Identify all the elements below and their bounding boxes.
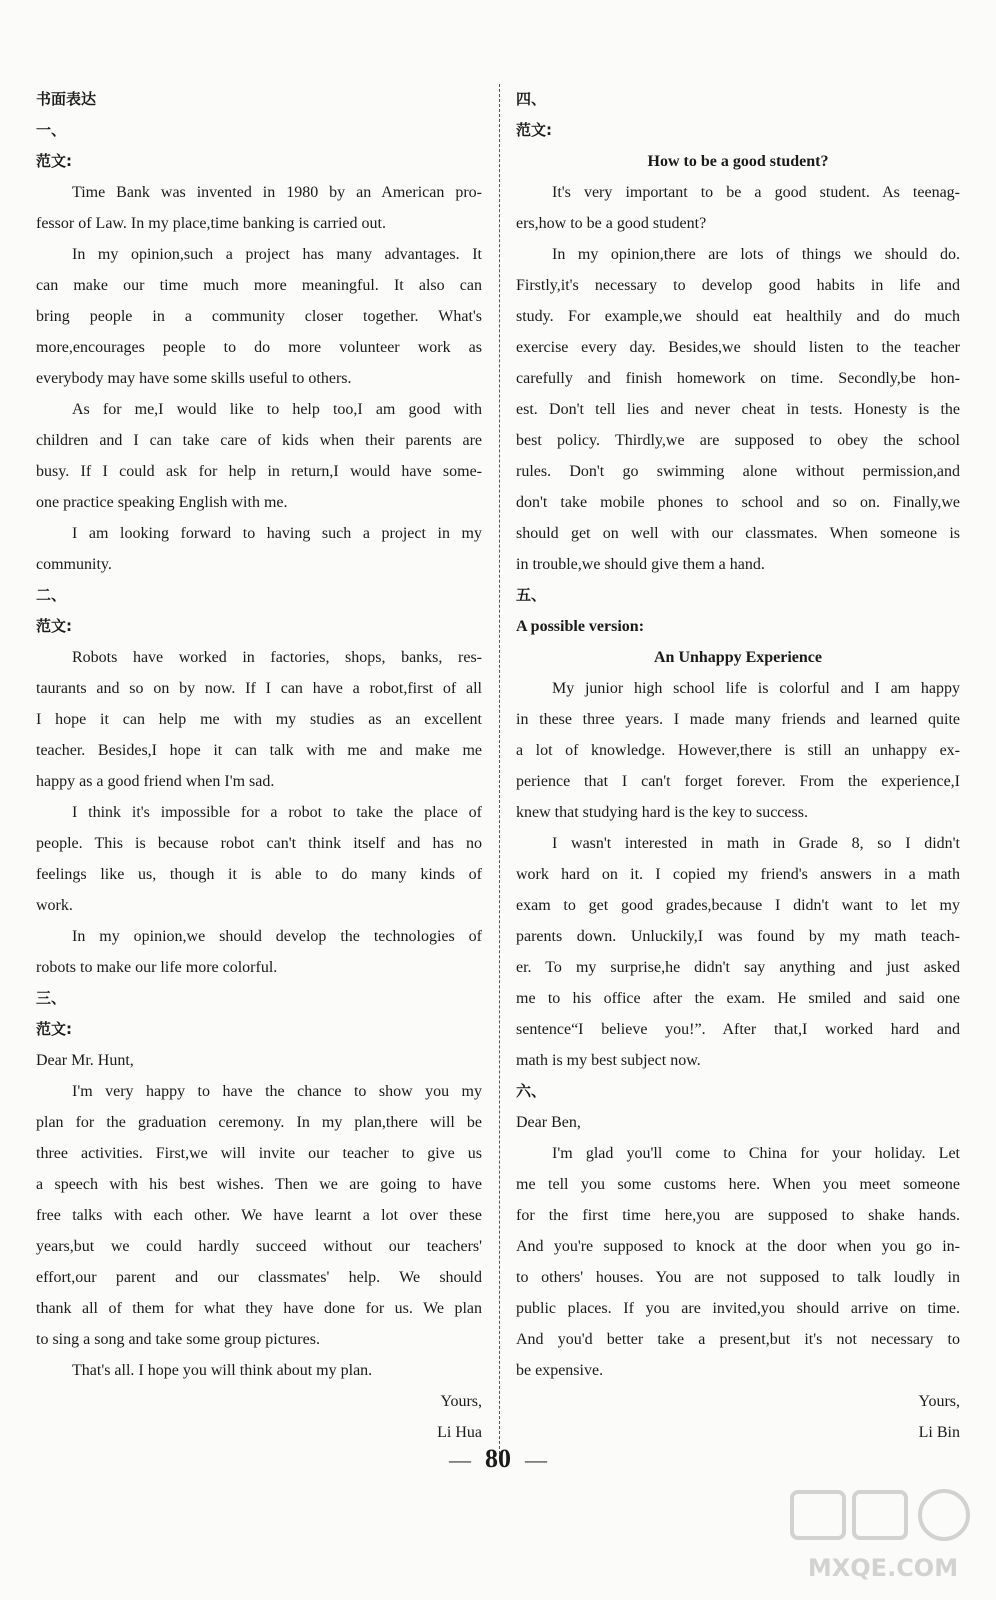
left-column bbox=[36, 84, 482, 1448]
left-text-line: That's all. I hope you will think about my plan. bbox=[72, 1362, 373, 1379]
left-text-line: can make our time much more meaningful. It also can bbox=[36, 277, 482, 294]
left-text-line: Li Hua bbox=[437, 1424, 482, 1441]
right-text-line: In my opinion,there are lots of things we should do. bbox=[552, 246, 960, 263]
right-text-line: parents down. Unluckily,I was found by my math teach- bbox=[516, 928, 960, 945]
right-text-line: math is my best subject now. bbox=[516, 1052, 701, 1069]
right-text-line: rules. Don't go swimming alone without permission,and bbox=[516, 463, 960, 480]
right-text-line: to others' houses. You are not supposed to talk loudly in bbox=[516, 1269, 960, 1286]
right-text-line: est. Don't tell lies and never cheat in tests. Honesty is the bbox=[516, 401, 960, 418]
page-number-dash-left: — bbox=[449, 1447, 471, 1472]
right-text-line: An Unhappy Experience bbox=[653, 649, 823, 666]
right-text-line: Firstly,it's necessary to develop good habits in life and bbox=[516, 277, 960, 294]
left-text-line: 范文: bbox=[36, 152, 72, 170]
left-text-line: everybody may have some skills useful to others. bbox=[36, 370, 352, 387]
right-text-line: best policy. Thirdly,we are supposed to obey the school bbox=[516, 432, 960, 449]
column-divider bbox=[499, 84, 500, 1454]
left-text-line: people. This is because robot can't think itself and has no bbox=[36, 835, 482, 852]
left-text-line: Robots have worked in factories, shops, banks, res- bbox=[72, 649, 482, 666]
right-text-line: a lot of knowledge. However,there is still an unhappy ex- bbox=[516, 742, 960, 759]
right-text-line: don't take mobile phones to school and so on. Finally,we bbox=[516, 494, 960, 511]
left-text-line: plan for the graduation ceremony. In my plan,there will be bbox=[36, 1114, 482, 1131]
right-text-line: be expensive. bbox=[516, 1362, 604, 1379]
right-text-line: sentence“I believe you!”. After that,I worked hard and bbox=[516, 1021, 960, 1038]
right-text-line: 六、 bbox=[516, 1082, 547, 1100]
left-text-line: I'm very happy to have the chance to show you my bbox=[72, 1083, 482, 1100]
right-text-line: Li Bin bbox=[918, 1424, 960, 1441]
right-text-line: I wasn't interested in math in Grade 8, so I didn't bbox=[552, 835, 960, 852]
right-text-line: ers,how to be a good student? bbox=[516, 215, 707, 232]
page-number-value: 80 bbox=[485, 1444, 511, 1473]
left-text-line: to sing a song and take some group pictures. bbox=[36, 1331, 320, 1348]
left-text-line: Yours, bbox=[440, 1393, 482, 1410]
right-text-line: A possible version: bbox=[516, 618, 645, 635]
left-text-line: busy. If I could ask for help in return,I would have some- bbox=[36, 463, 482, 480]
left-text-line: 一、 bbox=[36, 121, 67, 139]
left-text-line: 范文: bbox=[36, 617, 72, 635]
left-text-line: In my opinion,such a project has many advantages. It bbox=[72, 246, 482, 263]
left-text-line: feelings like us, though it is able to do many kinds of bbox=[36, 866, 482, 883]
right-text-line: in these three years. I made many friends and learned quite bbox=[516, 711, 960, 728]
left-text-line: fessor of Law. In my place,time banking is carried out. bbox=[36, 215, 386, 232]
right-text-line: me to his office after the exam. He smiled and said one bbox=[516, 990, 960, 1007]
right-text-line: exercise every day. Besides,we should listen to the teacher bbox=[516, 339, 960, 356]
right-text-line: And you'd better take a present,but it's not necessary to bbox=[516, 1331, 960, 1348]
right-text-line: me tell you some customs here. When you meet someone bbox=[516, 1176, 960, 1193]
left-text-line: 三、 bbox=[36, 989, 67, 1007]
watermark-icon bbox=[788, 1486, 978, 1586]
left-text-line: I am looking forward to having such a project in my bbox=[72, 525, 482, 542]
right-text-line: public places. If you are invited,you should arrive on time. bbox=[516, 1300, 960, 1317]
right-text-line: Dear Ben, bbox=[516, 1114, 581, 1131]
right-text-line: perience that I can't forget forever. From the experience,I bbox=[516, 773, 960, 790]
right-text-line: My junior high school life is colorful and I am happy bbox=[552, 680, 960, 697]
right-text-line: work hard on it. I copied my friend's answers in a math bbox=[516, 866, 960, 883]
left-text-line: children and I can take care of kids when their parents are bbox=[36, 432, 482, 449]
left-text-line: one practice speaking English with me. bbox=[36, 494, 288, 511]
left-text-line: thank all of them for what they have done for us. We plan bbox=[36, 1300, 482, 1317]
right-text-line: carefully and finish homework on time. Secondly,be hon- bbox=[516, 370, 960, 387]
right-text-line: 四、 bbox=[516, 90, 547, 108]
left-text-line: more,encourages people to do more volunteer work as bbox=[36, 339, 482, 356]
right-text-line: I'm glad you'll come to China for your holiday. Let bbox=[552, 1145, 960, 1162]
left-text-line: years,but we could hardly succeed without our teachers' bbox=[36, 1238, 482, 1255]
left-text-line: 二、 bbox=[36, 586, 67, 604]
right-text-line: How to be a good student? bbox=[647, 153, 829, 170]
left-text-line: three activities. First,we will invite our teacher to give us bbox=[36, 1145, 482, 1162]
right-text-line: study. For example,we should eat healthily and do much bbox=[516, 308, 960, 325]
right-text-line: And you're supposed to knock at the door when you go in- bbox=[516, 1238, 960, 1255]
left-text-line: robots to make our life more colorful. bbox=[36, 959, 278, 976]
left-text-line: taurants and so on by now. If I can have a robot,first of all bbox=[36, 680, 482, 697]
right-text-line: Yours, bbox=[918, 1393, 960, 1410]
left-text-line: 范文: bbox=[36, 1020, 72, 1038]
left-text-line: I think it's impossible for a robot to take the place of bbox=[72, 804, 482, 821]
left-text-line: free talks with each other. We have learnt a lot over these bbox=[36, 1207, 482, 1224]
left-text-line: 书面表达 bbox=[36, 90, 97, 108]
watermark-logo bbox=[788, 1486, 978, 1586]
left-text-line: I hope it can help me with my studies as an excellent bbox=[36, 711, 482, 728]
right-text-line: knew that studying hard is the key to success. bbox=[516, 804, 808, 821]
page-number bbox=[0, 1444, 996, 1474]
left-text-line: teacher. Besides,I hope it can talk with me and make me bbox=[36, 742, 482, 759]
right-text-line: for the first time here,you are supposed to shake hands. bbox=[516, 1207, 960, 1224]
watermark-text: MXQE.COM bbox=[807, 1554, 959, 1582]
right-text-line: in trouble,we should give them a hand. bbox=[516, 556, 765, 573]
left-text-line: As for me,I would like to help too,I am good with bbox=[72, 401, 482, 418]
left-text-line: Dear Mr. Hunt, bbox=[36, 1052, 134, 1069]
left-text-line: effort,our parent and our classmates' help. We should bbox=[36, 1269, 482, 1286]
right-text-line: 范文: bbox=[516, 121, 552, 139]
page-number-dash-right: — bbox=[525, 1447, 547, 1472]
left-text-line: In my opinion,we should develop the technologies of bbox=[72, 928, 482, 945]
right-text-line: exam to get good grades,because I didn't want to let my bbox=[516, 897, 960, 914]
left-text-line: work. bbox=[36, 897, 73, 914]
left-text-line: bring people in a community closer together. What's bbox=[36, 308, 482, 325]
right-text-line: should get on well with our classmates. When someone is bbox=[516, 525, 960, 542]
left-text-line: Time Bank was invented in 1980 by an American pro- bbox=[72, 184, 482, 201]
right-text-line: er. To my surprise,he didn't say anything and just asked bbox=[516, 959, 960, 976]
left-text-line: community. bbox=[36, 556, 112, 573]
left-text-line: a speech with his best wishes. Then we are going to have bbox=[36, 1176, 482, 1193]
left-text-line: happy as a good friend when I'm sad. bbox=[36, 773, 275, 790]
right-column bbox=[516, 84, 960, 1448]
right-text-line: 五、 bbox=[516, 586, 547, 604]
right-text-line: It's very important to be a good student. As teenag- bbox=[552, 184, 960, 201]
